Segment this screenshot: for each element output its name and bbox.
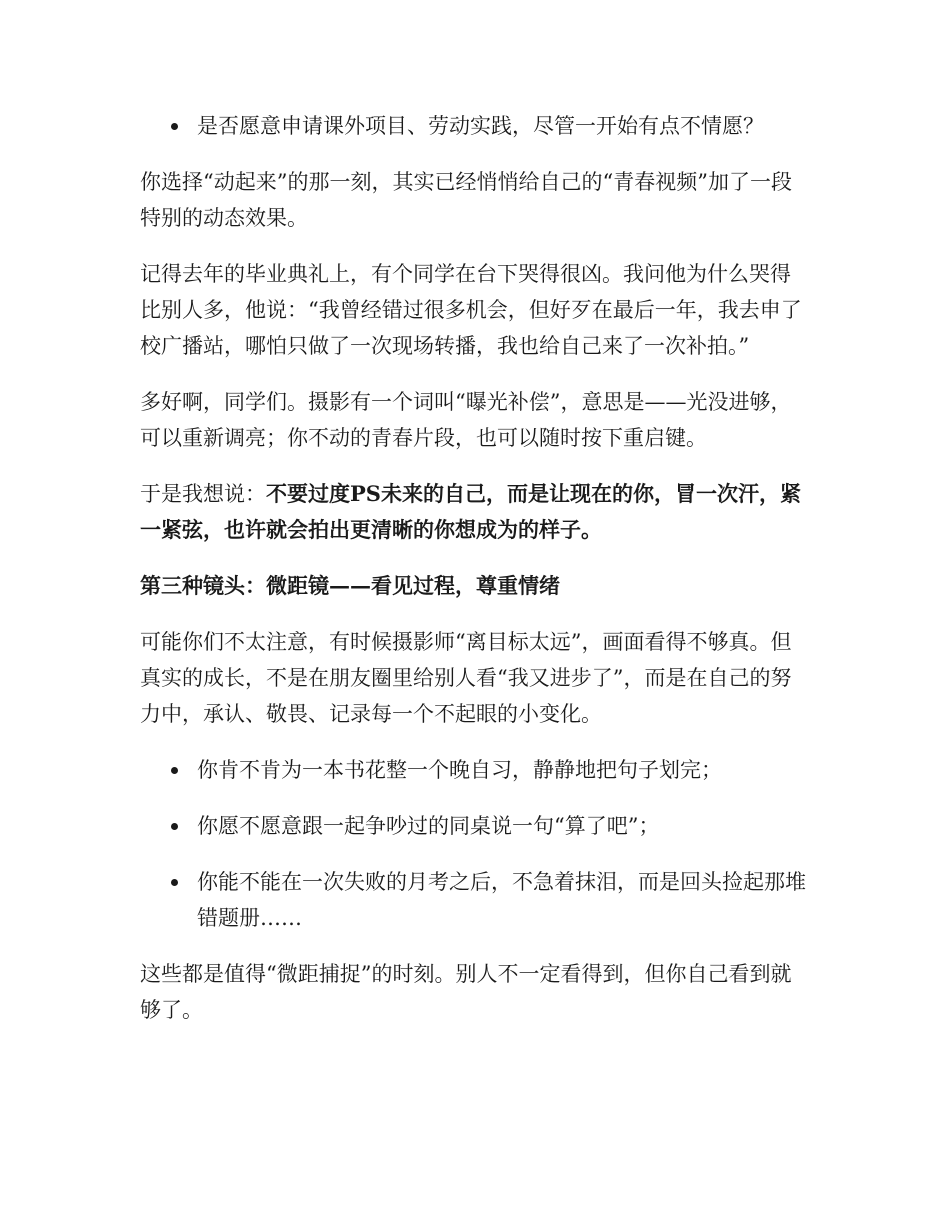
bullet-list-top (140, 108, 810, 144)
list-item-text: 你能不能在一次失败的月考之后，不急着抹泪，而是回头捡起那堆错题册…… (197, 870, 806, 930)
list-item (140, 108, 812, 144)
list-item-text: 是否愿意申请课外项目、劳动实践，尽管一开始有点不情愿？ (197, 114, 764, 138)
bullet-icon (171, 123, 178, 130)
list-item-text: 你愿不愿意跟一起争吵过的同桌说一句“算了吧”； (197, 814, 660, 838)
bullet-icon (171, 823, 178, 830)
list-item (140, 864, 812, 936)
paragraph-exposure-compensation: 多好啊，同学们。摄影有一个词叫“曝光补偿”，意思是——光没进够，可以重新调亮；你不动的青春片段，也可以随时按下重启键。 (140, 390, 792, 450)
list-item (140, 808, 812, 844)
bullet-list-bottom (140, 752, 810, 936)
paragraph-lead-text: 于是我想说： (140, 482, 266, 506)
paragraph-conclusion (140, 476, 810, 548)
paragraph-graduation-story: 记得去年的毕业典礼上，有个同学在台下哭得很凶。我问他为什么哭得比别人多，他说：“我曾经错过很多机会，但好歹在最后一年，我去申了校广播站，哪怕只做了一次现场转播，我也给自己来了一次补拍。” (140, 262, 802, 358)
paragraph-real-growth: 可能你们不太注意，有时候摄影师“离目标太远”，画面看得不够真。但真实的成长，不是在朋友圈里给别人看“我又进步了”，而是在自己的努力中，承认、敬畏、记录每一个不起眼的小变化。 (140, 630, 792, 726)
paragraph-bold-text: 不要过度PS未来的自己，而是让现在的你，冒一次汗，紧一紧弦，也许就会拍出更清晰的你想成为的样子。 (140, 481, 801, 542)
paragraph-dynamic-effect: 你选择“动起来”的那一刻，其实已经悄悄给自己的“青春视频”加了一段特别的动态效果。 (140, 170, 792, 230)
list-item-text: 你肯不肯为一本书花整一个晚自习，静静地把句子划完； (197, 758, 722, 782)
bullet-icon (171, 767, 178, 774)
paragraph-macro-moments: 这些都是值得“微距捕捉”的时刻。别人不一定看得到，但你自己看到就够了。 (140, 962, 792, 1022)
bullet-icon (171, 879, 178, 886)
list-item (140, 752, 812, 788)
section-heading-macro-lens: 第三种镜头：微距镜——看见过程，尊重情绪 (140, 573, 560, 598)
